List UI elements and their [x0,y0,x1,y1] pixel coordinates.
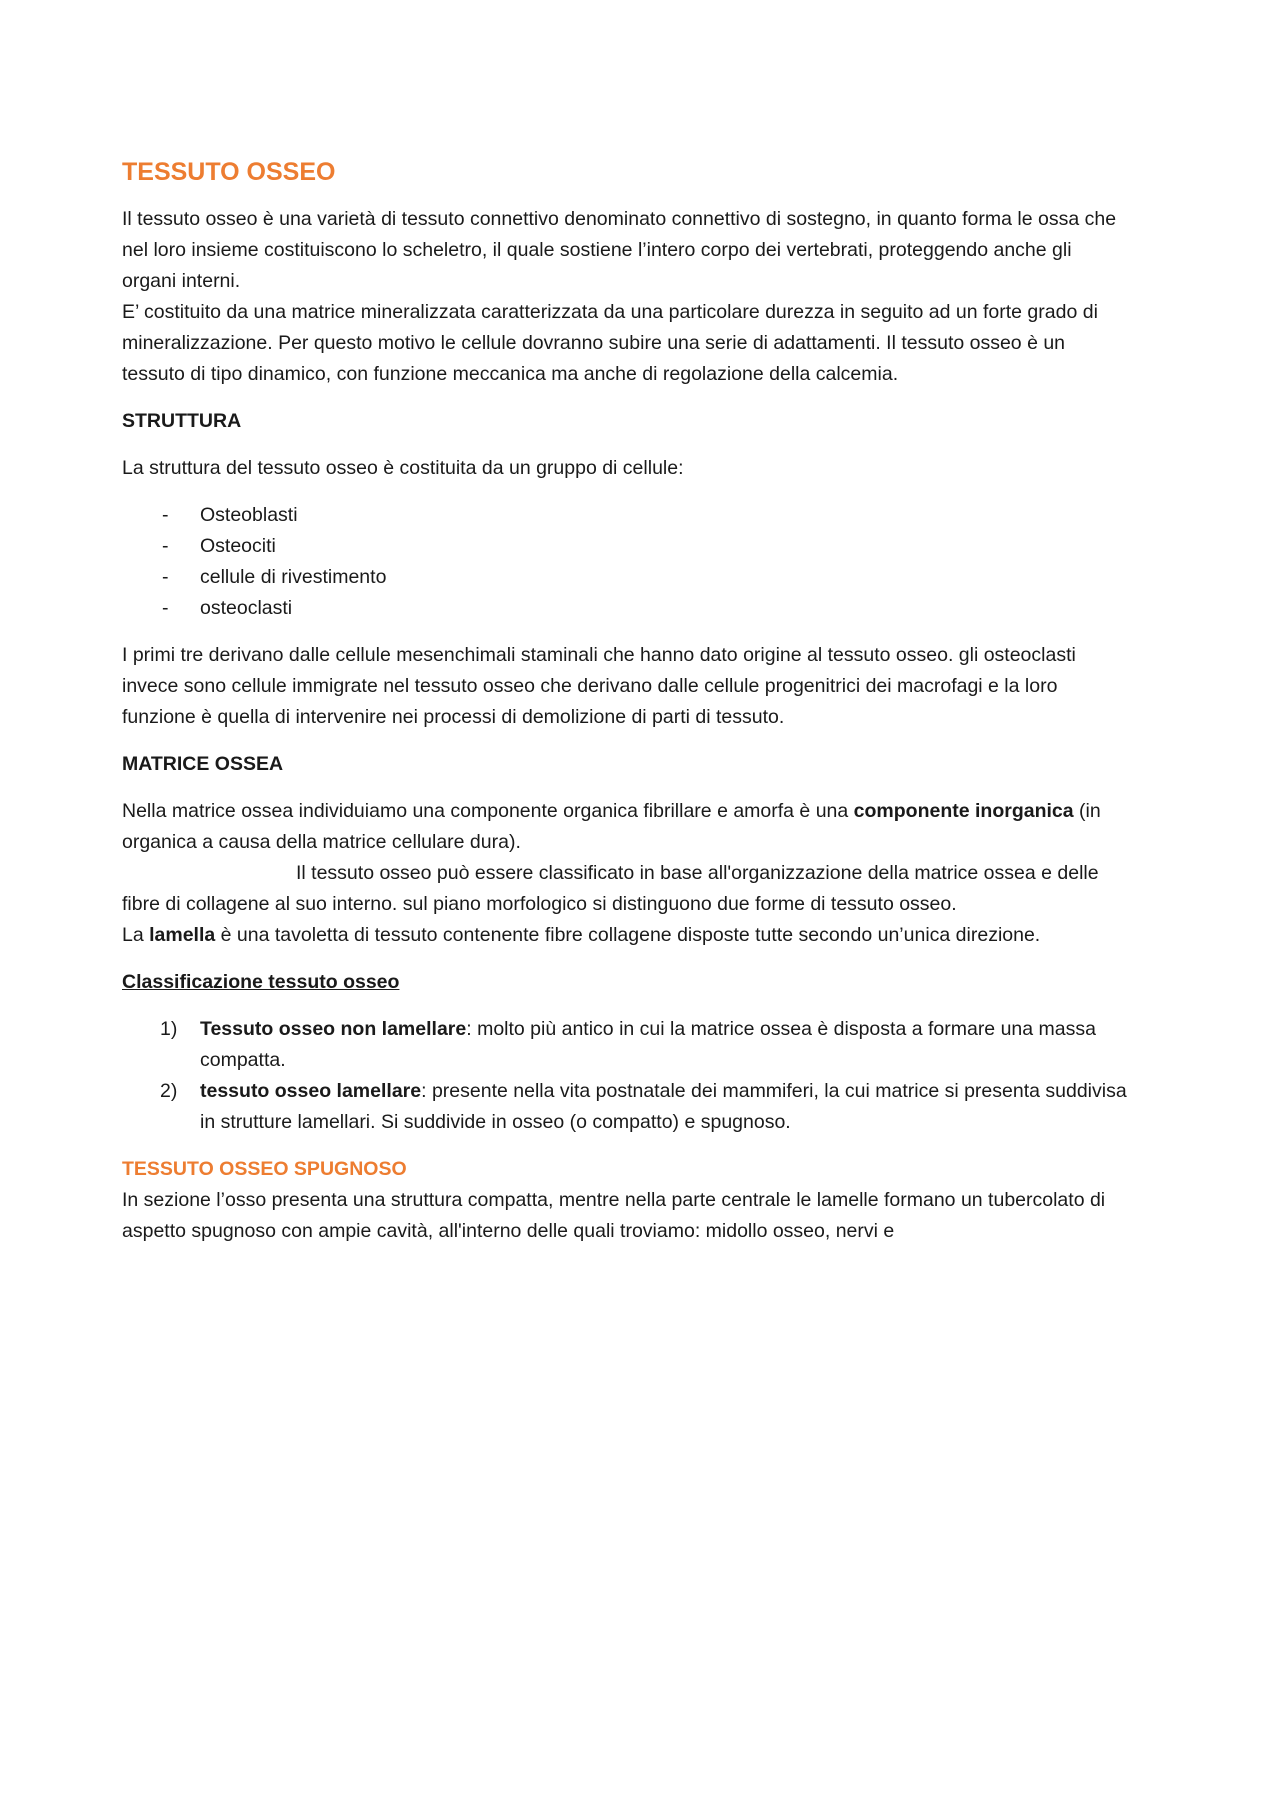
matrice-text: La [122,924,150,946]
list-item-term: tessuto osseo lamellare [200,1080,422,1102]
list-item-text: : molto più antico in cui la matrice ossea è disposta a formare una massa compatta. [200,1018,1096,1071]
lamella-bold-term: lamella [149,924,216,946]
list-number: 1) [160,1018,178,1040]
list-item [122,562,1130,593]
list-item-text: Osteociti [200,535,276,557]
document-title: TESSUTO OSSEO [122,158,336,186]
subsection-heading-spugnoso: TESSUTO OSSEO SPUGNOSO [122,1158,407,1180]
list-item-text: cellule di rivestimento [200,566,387,588]
list-item-text: Osteoblasti [200,504,298,526]
matrice-paragraph-3 [122,920,1130,951]
list-number: 2) [160,1080,178,1102]
list-item [122,1014,1130,1076]
list-item [122,531,1130,562]
struttura-paragraph: I primi tre derivano dalle cellule mesenchimali staminali che hanno dato origine al tessuto osseo. gli osteoclasti invece sono cellule immigrate nel tessuto osseo che derivano dalle cellule progenitrici dei macrofagi e la loro funzione è quella di intervenire nei processi di demolizione di parti di tessuto. [122,644,1076,728]
section-heading-classificazione: Classificazione tessuto osseo [122,971,400,993]
matrice-paragraph-1 [122,796,1130,858]
list-item [122,500,1130,531]
struttura-lead: La struttura del tessuto osseo è costituita da un gruppo di cellule: [122,457,684,479]
classification-list [122,1014,1130,1138]
list-item-text: : presente nella vita postnatale dei mammiferi, la cui matrice si presenta suddivisa in strutture lamellari. Si suddivide in osseo (o compatto) e spugnoso. [200,1080,1127,1133]
cell-type-list [122,500,1130,624]
matrice-text: è una tavoletta di tessuto contenente fibre collagene disposte tutte secondo un’unica direzione. [215,924,1041,946]
list-item [122,593,1130,624]
list-item [122,1076,1130,1138]
matrice-bold-term: componente inorganica [853,800,1074,822]
matrice-text: Nella matrice ossea individuiamo una componente organica fibrillare e amorfa è una [122,800,854,822]
intro-paragraph-2: E’ costituito da una matrice mineralizzata caratterizzata da una particolare durezza in seguito ad un forte grado di mineralizzazione. Per questo motivo le cellule dovranno subire una serie di adattamenti. Il tessuto osseo è un tessuto di tipo dinamico, con funzione meccanica ma anche di regolazione della calcemia. [122,301,1098,385]
list-item-text: osteoclasti [200,597,293,619]
matrice-text: Il tessuto osseo può essere classificato in base all'organizzazione della matrice ossea e delle fibre di collagene al suo interno. sul piano morfologico si distinguono due forme di tessuto osseo. [122,862,1099,915]
intro-paragraph-1: Il tessuto osseo è una varietà di tessuto connettivo denominato connettivo di sostegno, in quanto forma le ossa che nel loro insieme costituiscono lo scheletro, il quale sostiene l’intero corpo dei vertebrati, proteggendo anche gli organi interni. [122,208,1117,292]
section-heading-struttura: STRUTTURA [122,410,242,432]
matrice-paragraph-2 [122,858,1130,920]
list-marker: - [162,566,169,588]
list-marker: - [162,535,169,557]
spugnoso-paragraph: In sezione l’osso presenta una struttura compatta, mentre nella parte centrale le lamelle formano un tubercolato di aspetto spugnoso con ampie cavità, all'interno delle quali troviamo: midollo osseo, nervi e [122,1189,1106,1242]
list-marker: - [162,597,169,619]
list-marker: - [162,504,169,526]
list-item-term: Tessuto osseo non lamellare [200,1018,467,1040]
matrice-text: (in organica a causa della matrice cellulare dura). [122,800,1101,853]
section-heading-matrice: MATRICE OSSEA [122,753,284,775]
